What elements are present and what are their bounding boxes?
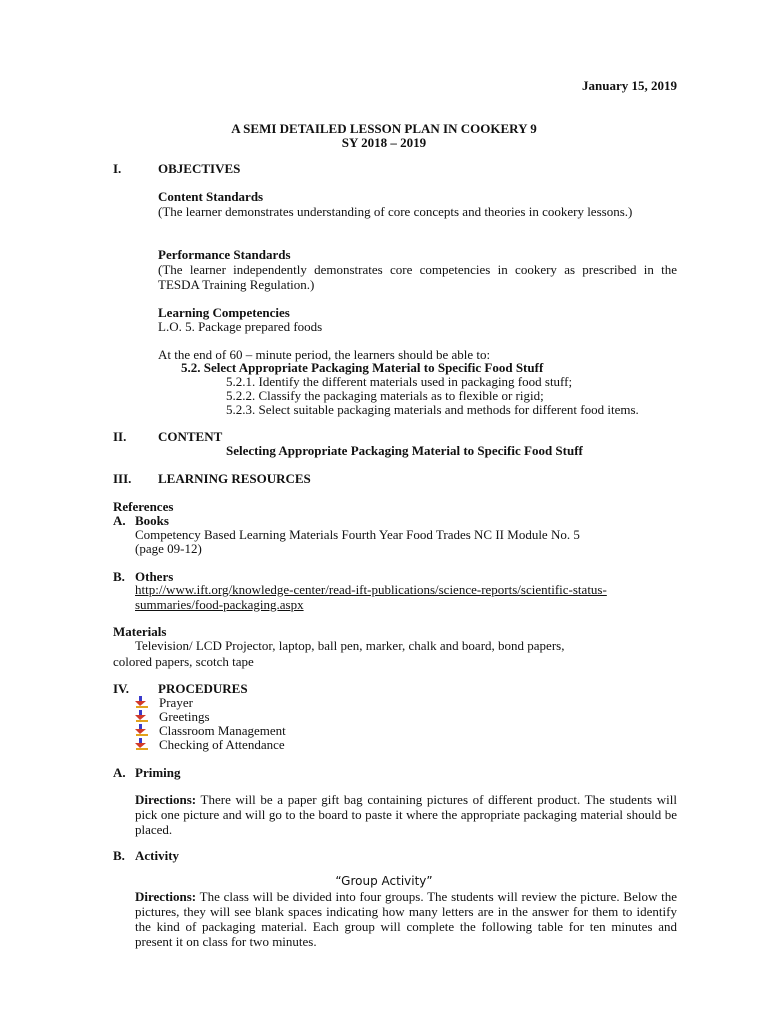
group-activity-title: “Group Activity”	[335, 874, 433, 888]
learning-competencies-text: L.O. 5. Package prepared foods	[158, 319, 323, 334]
date: January 15, 2019	[582, 78, 677, 93]
directions-label: Directions:	[135, 792, 197, 807]
directions-label: Directions:	[135, 889, 197, 904]
priming-directions-text: There will be a paper gift bag containing pictures of different product. The students will pick one picture and will go to the board to paste it where the appropriate packaging material should be placed.	[135, 792, 677, 837]
section-heading-objectives: OBJECTIVES	[158, 161, 241, 176]
objective-item: 5.2.3. Select suitable packaging materials and methods for different food items.	[226, 402, 639, 417]
procedure-bullet-label: Classroom Management	[159, 723, 286, 738]
hand-pointer-icon	[135, 710, 151, 722]
procedure-bullet	[135, 737, 285, 752]
section-heading-content: CONTENT	[158, 429, 223, 444]
book-reference-pages: (page 09-12)	[135, 541, 202, 556]
learning-competencies-heading: Learning Competencies	[158, 305, 290, 320]
reference-link-continued[interactable]: summaries/food-packaging.aspx	[135, 597, 304, 612]
books-label: Books	[135, 513, 169, 528]
hand-pointer-icon	[135, 738, 151, 750]
section-heading-procedures: PROCEDURES	[158, 681, 248, 696]
activity-label: Activity	[135, 848, 180, 863]
procedure-bullet-label: Prayer	[159, 695, 193, 710]
references-label: References	[113, 499, 174, 514]
priming-directions	[135, 792, 677, 837]
objective-item: 5.2.2. Classify the packaging materials as to flexible or rigid;	[226, 388, 544, 403]
objectives-intro: At the end of 60 – minute period, the learners should be able to:	[158, 347, 491, 362]
priming-label: Priming	[135, 765, 181, 780]
section-numeral-content: II.	[113, 429, 127, 444]
performance-standards-heading: Performance Standards	[158, 247, 291, 262]
others-label: Others	[135, 569, 174, 584]
performance-standards-text: (The learner independently demonstrates core competencies in cookery as prescribed in the TESDA Training Regulation.)	[158, 262, 677, 292]
activity-letter: B.	[113, 848, 125, 863]
materials-label: Materials	[113, 624, 167, 639]
activity-directions	[135, 889, 677, 949]
section-numeral-resources: III.	[113, 471, 132, 486]
reference-link[interactable]: http://www.ift.org/knowledge-center/read-ift-publications/science-reports/scientific-status-	[135, 582, 607, 597]
procedure-bullet	[135, 723, 286, 738]
section-heading-resources: LEARNING RESOURCES	[158, 471, 311, 486]
materials-list: Television/ LCD Projector, laptop, ball pen, marker, chalk and board, bond papers,	[135, 638, 565, 653]
book-reference: Competency Based Learning Materials Fourth Year Food Trades NC II Module No. 5	[135, 527, 580, 542]
content-subtitle: Selecting Appropriate Packaging Material to Specific Food Stuff	[226, 443, 583, 458]
content-standards-text: (The learner demonstrates understanding of core concepts and theories in cookery lessons.)	[158, 204, 633, 219]
procedure-bullet-label: Checking of Attendance	[159, 737, 285, 752]
materials-list-continued: colored papers, scotch tape	[113, 654, 254, 669]
priming-letter: A.	[113, 765, 126, 780]
section-numeral-procedures: IV.	[113, 681, 130, 696]
procedure-bullet-label: Greetings	[159, 709, 210, 724]
books-letter: A.	[113, 513, 126, 528]
document-title: A SEMI DETAILED LESSON PLAN IN COOKERY 9	[231, 121, 537, 136]
objectives-subheading: 5.2. Select Appropriate Packaging Material to Specific Food Stuff	[181, 360, 544, 375]
procedure-bullet	[135, 709, 210, 724]
objective-item: 5.2.1. Identify the different materials used in packaging food stuff;	[226, 374, 573, 389]
procedure-bullet	[135, 695, 193, 710]
others-letter: B.	[113, 569, 125, 584]
hand-pointer-icon	[135, 724, 151, 736]
hand-pointer-icon	[135, 696, 151, 708]
section-numeral-objectives: I.	[113, 161, 122, 176]
school-year: SY 2018 – 2019	[341, 135, 427, 150]
activity-directions-text: The class will be divided into four groups. The students will review the picture. Below the pictures, they will see blank spaces indicating how many letters are in the answer for them to identify the kind of packaging material. Each group will complete the following table for ten minutes and present it on class for two minutes.	[135, 889, 677, 949]
content-standards-heading: Content Standards	[158, 189, 264, 204]
